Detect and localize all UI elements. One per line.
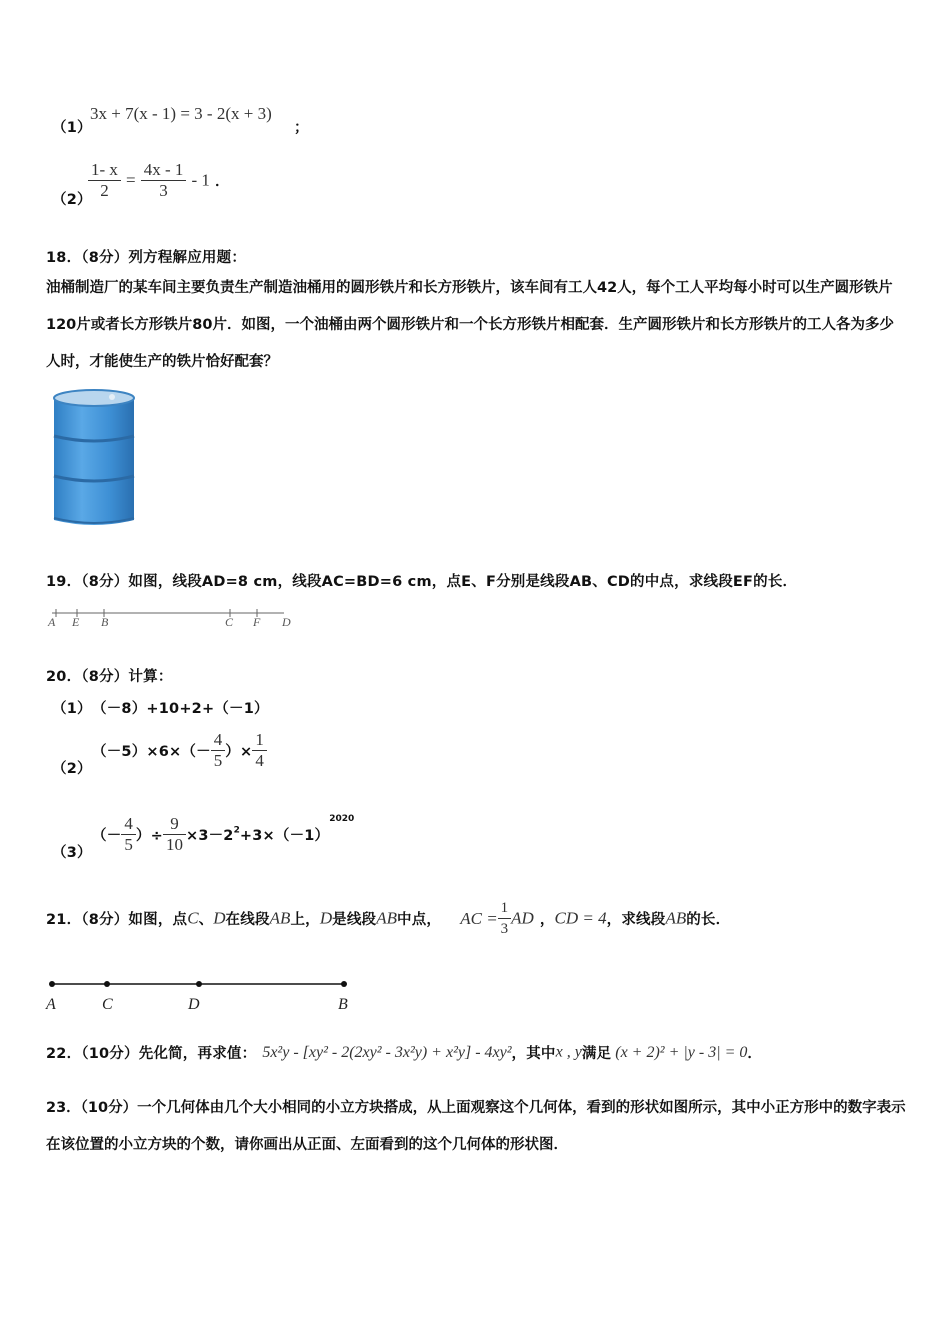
q21-point-c-ref: C	[187, 908, 199, 928]
q21-text6: ，求线段	[606, 912, 666, 928]
q23-body: 23．（10分）一个几何体由几个大小相同的小立方块搭成，从上面观察这个几何体，看到的形状如图所示，其中小正方形中的数字表示在该位置的小立方块的个数，请你画出从正面、左面看到的这个几何体的形状图．	[46, 1100, 906, 1153]
q17-item2-label: （2）	[52, 192, 92, 208]
q21-ab-ref-2: AB	[376, 908, 398, 928]
q20-item3-frac2	[163, 814, 186, 855]
oil-drum-image	[48, 388, 140, 534]
q22-text3: 满足	[581, 1046, 612, 1062]
q21-text2: 在线段	[225, 912, 270, 928]
q21-cd: CD = 4	[554, 908, 607, 928]
q21-segment-figure	[44, 976, 364, 1000]
q21-point-c: C	[102, 996, 113, 1013]
q21-text-line	[46, 898, 730, 939]
q21-dot-a	[49, 981, 55, 987]
q21-text7: 的长．	[686, 912, 731, 928]
q21-point-d-ref-2: D	[319, 908, 333, 928]
q20-item3-label: （3）	[52, 845, 92, 861]
q17-item1-label: （1）	[52, 120, 92, 136]
q20-item3-f2-num: 9	[163, 814, 186, 835]
q21-point-a: A	[46, 996, 56, 1013]
q19-point-f: F	[253, 615, 261, 629]
q21-text1: 21．（8分）如图，点	[46, 912, 188, 928]
q17-frac1-num: 1- x	[88, 160, 121, 181]
q19-point-c: C	[225, 615, 234, 629]
q21-frac-num: 1	[498, 898, 512, 919]
q21-comma: ，	[539, 912, 555, 928]
q22-text-line	[46, 1042, 762, 1063]
q20-item2-f1-num: 4	[211, 730, 226, 751]
q22-condition: (x + 2)² + |y - 3| = 0	[615, 1043, 748, 1061]
q20-item3-post: ×3－2	[185, 828, 234, 844]
q21-sep: 、	[198, 912, 214, 928]
q22-expression: 5x²y - [xy² - 2(2xy² - 3x²y) + x²y] - 4xy²	[262, 1043, 512, 1061]
q17-frac2-den: 3	[159, 181, 168, 200]
q20-item2-f2-den: 4	[255, 751, 264, 770]
q21-text3: 上，	[290, 912, 320, 928]
q20-item3-mid: ）÷	[135, 828, 163, 844]
q21-dot-c	[104, 981, 110, 987]
q19-segment-figure	[44, 604, 304, 638]
q22-text2: ，其中	[511, 1046, 556, 1062]
q19-point-b: B	[101, 615, 109, 629]
q21-text5: 中点，	[397, 912, 442, 928]
q17-item1-equation: 3x + 7(x - 1) = 3 - 2(x + 3)	[90, 104, 272, 123]
q20-item3-f1-den: 5	[124, 835, 133, 854]
q20-item2-f2-num: 1	[252, 730, 267, 751]
q21-point-d: D	[188, 996, 200, 1013]
q17-item1-end: ；	[294, 120, 309, 136]
q20-item2-expr	[92, 730, 267, 771]
q21-fraction	[498, 898, 512, 939]
q20-item1-expr: （－8）+10+2+（－1）	[92, 701, 269, 717]
q17-fraction-2	[141, 160, 187, 201]
q21-frac-den: 3	[500, 921, 509, 937]
q21-ac: AC =	[460, 908, 498, 928]
q20-item2-label: （2）	[52, 761, 92, 777]
q20-item2-mid: ）×	[225, 744, 253, 760]
q21-text4: 是线段	[332, 912, 377, 928]
q21-point-d-ref: D	[213, 908, 226, 928]
q17-frac1-den: 2	[100, 181, 109, 200]
q21-ad: AD	[511, 908, 534, 928]
q21-ab-ref-1: AB	[269, 908, 291, 928]
q17-item2-equation	[88, 160, 230, 201]
q20-item3-post2: +3×（－1）	[239, 828, 330, 844]
q21-ab-ref-3: AB	[665, 908, 687, 928]
q20-item3-f1-num: 4	[121, 814, 136, 835]
q21-dot-b	[341, 981, 347, 987]
q20-item2-f1-den: 5	[213, 751, 223, 770]
q17-equals: =	[126, 170, 136, 190]
q20-item2-frac2	[252, 730, 267, 771]
q20-item3-exp1: 2	[233, 825, 240, 836]
q17-fraction-1	[88, 160, 121, 201]
q18-heading: 18．（8分）列方程解应用题：	[46, 250, 247, 266]
q22-text1: 22．（10分）先化简，再求值：	[46, 1046, 257, 1062]
q19-point-e: E	[72, 615, 80, 629]
q22-vars: x , y	[555, 1043, 582, 1061]
q20-item3-f2-den: 10	[165, 835, 183, 854]
q17-item2-end: ．	[214, 174, 230, 190]
q17-tail: - 1	[191, 170, 210, 190]
q20-item1-label: （1）	[52, 701, 92, 717]
q19-heading: 19．（8分）如图，线段AD=8 cm，线段AC=BD=6 cm，点E、F分别是线段AB、CD的中点，求线段EF的长．	[46, 574, 798, 590]
q17-frac2-num: 4x - 1	[141, 160, 187, 181]
q22-end: ．	[747, 1046, 763, 1062]
q21-point-b: B	[338, 996, 348, 1013]
q20-item2-pre: （－5）×6×（－	[92, 744, 211, 760]
q20-heading: 20．（8分）计算：	[46, 669, 173, 685]
q19-point-a: A	[48, 615, 56, 629]
q20-item3-exp2: 2020	[329, 814, 355, 824]
q20-item3-expr	[92, 814, 354, 855]
q20-item3-frac1	[121, 814, 136, 855]
q20-item2-frac1	[211, 730, 226, 771]
q21-dot-d	[196, 981, 202, 987]
q18-body: 油桶制造厂的某车间主要负责生产制造油桶用的圆形铁片和长方形铁片，该车间有工人42人，每个工人平均每小时可以生产圆形铁片120片或者长方形铁片80片．如图，一个油桶由两个圆形铁片和一个长方形铁片相配套．生产圆形铁片和长方形铁片的工人各为多少人时，才能使生产的铁片恰好配套？	[46, 280, 894, 370]
q19-point-d: D	[282, 615, 291, 629]
q20-item3-pre: （－	[92, 828, 122, 844]
